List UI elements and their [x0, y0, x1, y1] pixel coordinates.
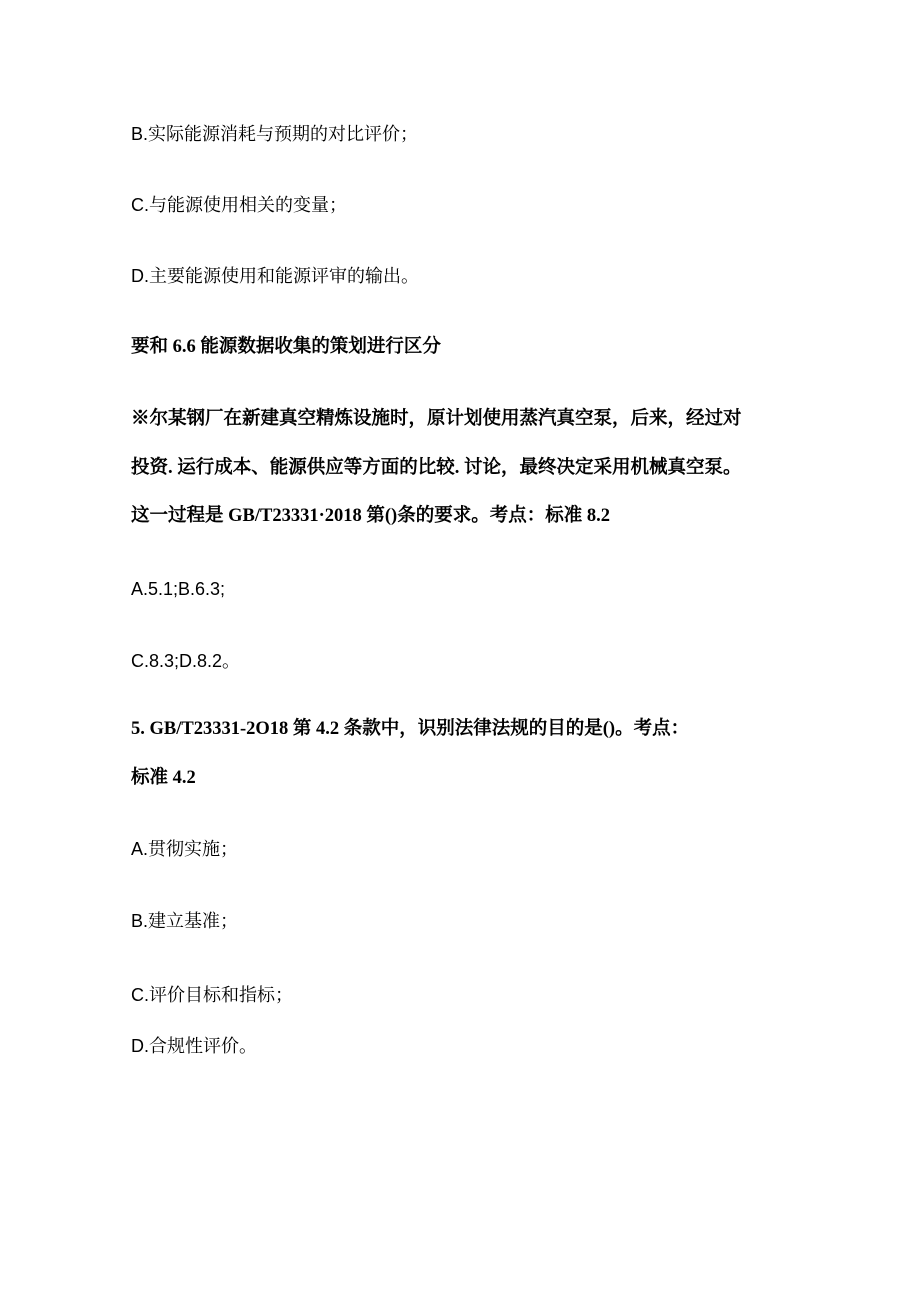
question-5-line-2: 标准 4.2	[131, 768, 196, 788]
steel-mill-question-line-1: ※尔某钢厂在新建真空精炼设施时，原计划使用蒸汽真空泵，后来，经过对	[131, 409, 742, 429]
option-d-review-output: D.主要能源使用和能源评审的输出。	[131, 266, 419, 286]
steel-mill-question-line-2: 投资. 运行成本、能源供应等方面的比较. 讨论，最终决定采用机械真空泵。	[131, 458, 742, 478]
question-5-line-1: 5. GB/T23331-2O18 第 4.2 条款中，识别法律法规的目的是()。考点：	[131, 719, 690, 739]
option-b-actual-vs-expected: B.实际能源消耗与预期的对比评价；	[131, 124, 419, 144]
q5-option-c: C.评价目标和指标；	[131, 985, 293, 1005]
q5-option-d: D.合规性评价。	[131, 1036, 257, 1056]
q5-option-b: B.建立基准；	[131, 911, 239, 931]
distinction-note: 要和 6.6 能源数据收集的策划进行区分	[131, 337, 441, 357]
steel-mill-question-line-3: 这一过程是 GB/T23331·2018 第()条的要求。考点：标准 8.2	[131, 506, 610, 526]
q5-option-a: A.贯彻实施；	[131, 839, 239, 859]
option-c-energy-variables: C.与能源使用相关的变量；	[131, 195, 347, 215]
steel-mill-options-ab: A.5.1;B.6.3;	[131, 579, 226, 599]
steel-mill-options-cd: C.8.3;D.8.2。	[131, 651, 241, 671]
